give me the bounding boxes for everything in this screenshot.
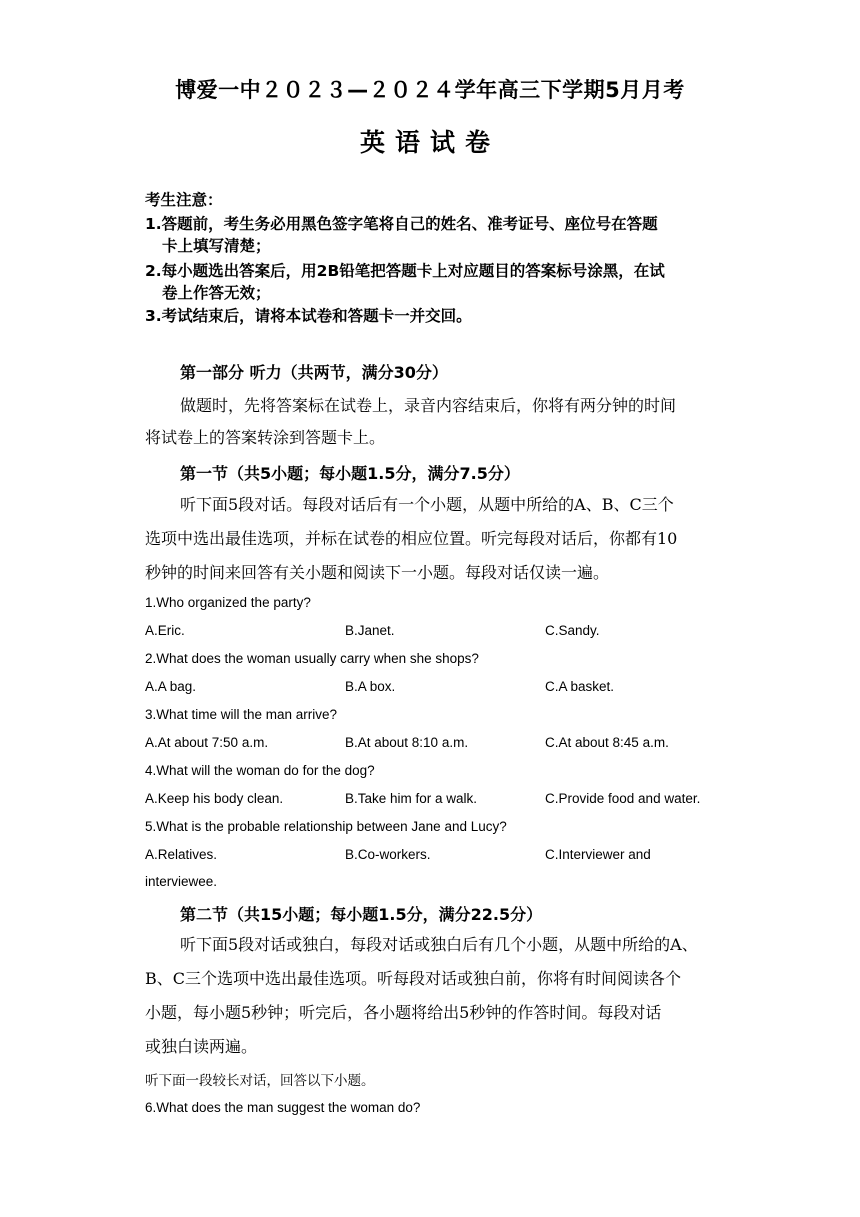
q1-option-a: A.Eric. [145, 623, 185, 638]
question-3: 3.What time will the man arrive? [145, 707, 338, 722]
question-2: 2.What does the woman usually carry when she shops? [145, 651, 479, 666]
q2-option-b: B.A box. [345, 679, 396, 694]
q5-option-a: A.Relatives. [145, 847, 218, 862]
section2-intro-line-1: 听下面5段对话或独白，每段对话或独白后有几个小题，从题中所给的A、 [180, 935, 698, 954]
q3-option-b: B.At about 8:10 a.m. [345, 735, 469, 750]
part1-heading: 第一部分 听力（共两节，满分30分） [180, 363, 448, 382]
section1-intro-line-3: 秒钟的时间来回答有关小题和阅读下一小题。每段对话仅读一遍。 [145, 563, 610, 582]
q1-option-c: C.Sandy. [545, 623, 600, 638]
exam-subtitle: 英语试卷 [359, 128, 500, 157]
q5-option-c-cont: interviewee. [145, 874, 218, 889]
question-4: 4.What will the woman do for the dog? [145, 763, 375, 778]
q3-option-c: C.At about 8:45 a.m. [545, 735, 669, 750]
section2-heading: 第二节（共15小题；每小题1.5分，满分22.5分） [180, 905, 543, 924]
question-6: 6.What does the man suggest the woman do? [145, 1100, 421, 1115]
q5-option-c: C.Interviewer and [545, 847, 651, 862]
part1-intro-line-2: 将试卷上的答案转涂到答题卡上。 [145, 428, 386, 447]
notice-item-1-cont: 卡上填写清楚； [162, 237, 271, 255]
question-5: 5.What is the probable relationship between Jane and Lucy? [145, 819, 507, 834]
notice-item-1: 1.答题前，考生务必用黑色签字笔将自己的姓名、准考证号、座位号在答题 [145, 215, 658, 233]
question-1: 1.Who organized the party? [145, 595, 311, 610]
q2-option-c: C.A basket. [545, 679, 615, 694]
section2-prompt: 听下面一段较长对话，回答以下小题。 [145, 1073, 375, 1089]
notice-item-2-cont: 卷上作答无效； [162, 284, 271, 302]
q1-option-b: B.Janet. [345, 623, 395, 638]
q2-option-a: A.A bag. [145, 679, 197, 694]
notice-item-2: 2.每小题选出答案后，用2B铅笔把答题卡上对应题目的答案标号涂黑，在试 [145, 262, 665, 280]
section1-intro-line-1: 听下面5段对话。每段对话后有一个小题，从题中所给的A、B、C三个 [180, 495, 674, 514]
exam-title: 博爱一中２０２３—２０２４学年高三下学期5月月考 [175, 78, 685, 102]
section1-heading: 第一节（共5小题；每小题1.5分，满分7.5分） [180, 464, 520, 483]
q4-option-b: B.Take him for a walk. [345, 791, 478, 806]
section2-intro-line-2: B、C三个选项中选出最佳选项。听每段对话或独白前，你将有时间阅读各个 [145, 969, 682, 988]
notice-item-3: 3.考试结束后，请将本试卷和答题卡一并交回。 [145, 307, 472, 325]
notice-heading: 考生注意： [145, 191, 223, 209]
section1-intro-line-2: 选项中选出最佳选项，并标在试卷的相应位置。听完每段对话后，你都有10 [145, 529, 678, 548]
q4-option-a: A.Keep his body clean. [145, 791, 284, 806]
section2-intro-line-3: 小题，每小题5秒钟；听完后，各小题将给出5秒钟的作答时间。每段对话 [145, 1003, 662, 1022]
q3-option-a: A.At about 7:50 a.m. [145, 735, 269, 750]
q4-option-c: C.Provide food and water. [545, 791, 701, 806]
section2-intro-line-4: 或独白读两遍。 [145, 1037, 258, 1056]
q5-option-b: B.Co-workers. [345, 847, 431, 862]
part1-intro-line-1: 做题时，先将答案标在试卷上，录音内容结束后，你将有两分钟的时间 [180, 396, 677, 415]
